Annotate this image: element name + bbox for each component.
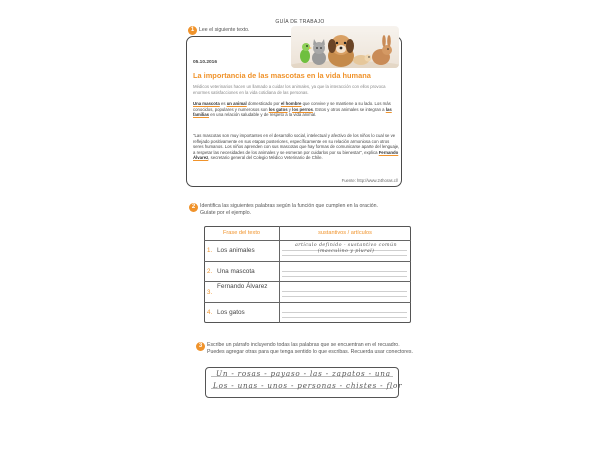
word-box-line-2: Los - unas - unos - personas - chistes - flor (213, 381, 403, 390)
step-2-badge: 2 (189, 203, 198, 212)
table-row-phrase: Una mascota (217, 268, 255, 275)
table-divider (204, 281, 411, 282)
table-row-number: 4. (207, 309, 213, 316)
table-divider (204, 261, 411, 262)
article-paragraph-1: Una mascota es un animal domesticado por el hombre que convive y se mantiene a su lado. Los más conocidos, populares y numerosos son los gatos y los perros. Estos y otros animales se integran a las familias en una relación saludable y de respeto a la vida animal. (193, 101, 392, 118)
pets-icon (291, 26, 399, 68)
table-row-number: 3. (207, 289, 213, 296)
table-row-phrase: Los gatos (217, 309, 245, 316)
worksheet-title: GUÍA DE TRABAJO (275, 19, 325, 25)
table-row-phrase: Fernando Álvarez (217, 283, 268, 290)
table-divider (204, 240, 411, 241)
word-box-line-1: Un - rosas - payaso - las - zapatos - una (216, 369, 391, 378)
article-lead: Médicos veterinarios hacen un llamado a cuidar los animales, ya que la interacción con ellos provoca enormes satisfacciones en la vida cotidiana de las personas. (193, 84, 386, 95)
step-1-badge: 1 (188, 26, 197, 35)
answer-writing-line (282, 276, 407, 277)
article-source: Fuente: http://www.24horas.cl/ (341, 178, 398, 183)
table-row-number: 2. (207, 268, 213, 275)
answer-writing-line (282, 312, 407, 313)
article-date: 05.10.2016 (193, 60, 218, 65)
table-row-answer[interactable]: artículo definido - sustantivo común (masculino y plural) (295, 243, 397, 255)
table-row-phrase: Los animales (217, 247, 255, 254)
answer-writing-line (282, 317, 407, 318)
step-2-instruction: Identifica las siguientes palabras según la función que cumplen en la oración. Guíate por el ejemplo. (200, 203, 378, 216)
article-paragraph-2: "Las mascotas son muy importantes en el desarrollo social, intelectual y afectivo de los niños lo cual se ve reflejado positivamente en sus etapas posteriores, específicamente en su relación armoniosa con otros seres humanos. Los niños aprenden con sus mascotas que hay formas de comunicarse aparte del lenguaje, a respetar las necesidades de los animales y se esmeran por cuidarlos por su bienestar", explica Fernando Álvarez, secretario general del Colegio Médico Veterinario de Chile. (193, 133, 400, 161)
answer-writing-line (282, 271, 407, 272)
answer-writing-line (282, 296, 407, 297)
article-title: La importancia de las mascotas en la vida humana (193, 71, 371, 80)
step-1-instruction: Lee el siguiente texto. (199, 27, 250, 33)
step-3-badge: 3 (196, 342, 205, 351)
table-divider (204, 302, 411, 303)
table-header-phrase: Frase del texto (223, 230, 260, 236)
table-header-function: sustantivos / artículos (318, 230, 372, 236)
step-3-instruction: Escribe un párrafo incluyendo todas las palabras que se encuentran en el recuadro. Puedes agregar otras para que tenga sentido lo que escribas. Recuerda usar conectores. (207, 342, 413, 355)
answer-writing-line (282, 291, 407, 292)
table-row-number: 1. (207, 247, 213, 254)
pets-photo (291, 26, 399, 68)
